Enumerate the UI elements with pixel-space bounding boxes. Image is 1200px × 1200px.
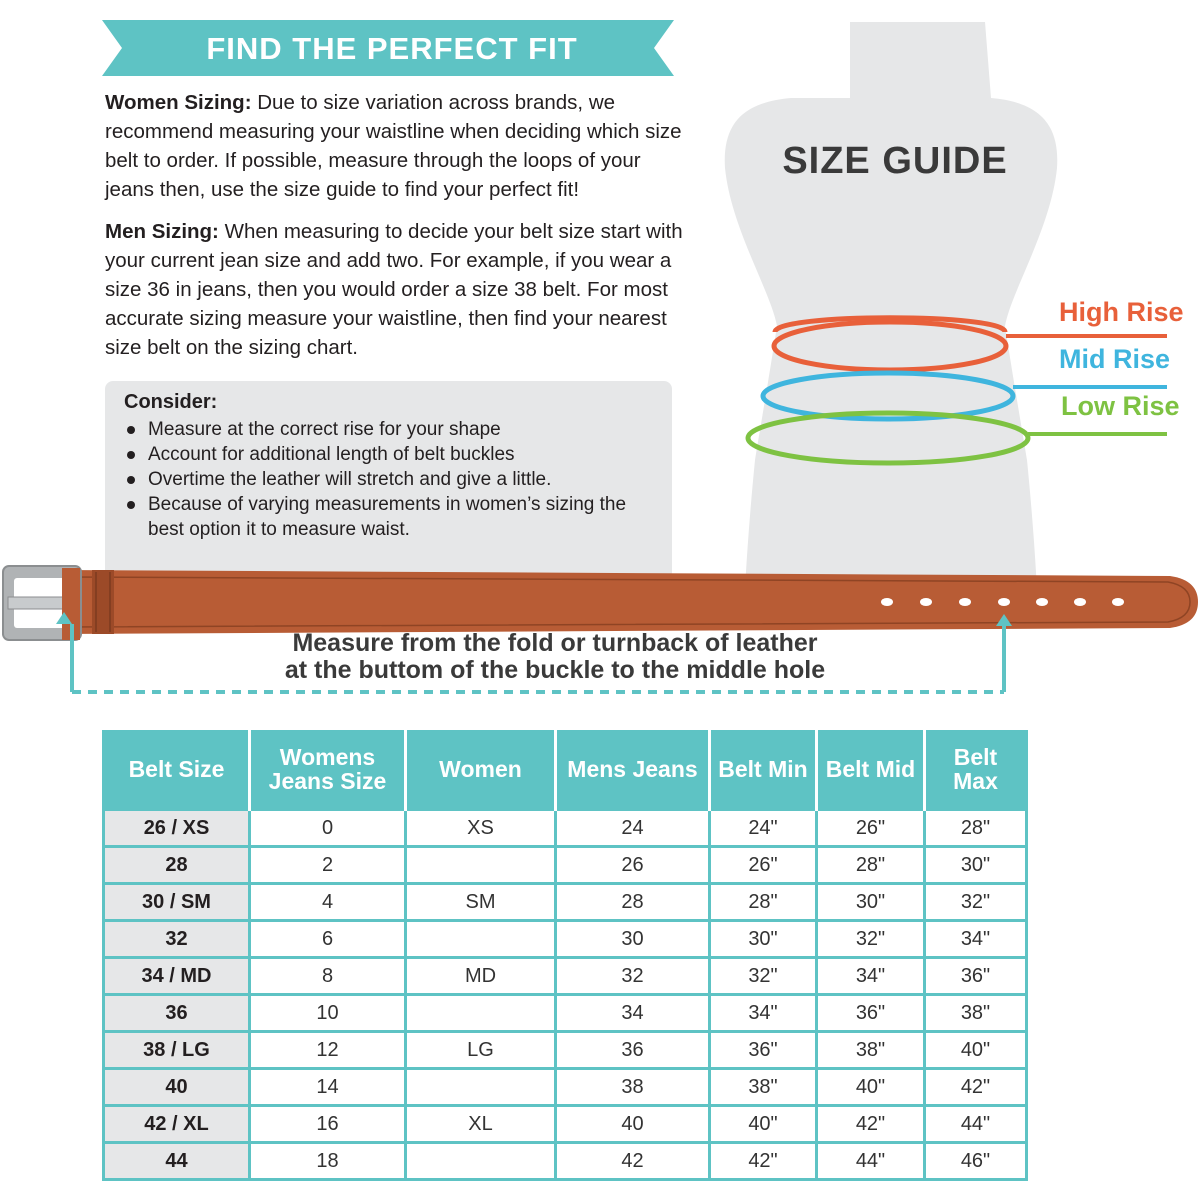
consider-item: Account for additional length of belt buckles bbox=[124, 442, 648, 467]
measure-instruction-line2: at the buttom of the buckle to the middle hole bbox=[284, 656, 826, 684]
cell-belt-max: 42" bbox=[925, 1069, 1027, 1106]
cell-womens-jeans: 8 bbox=[250, 958, 406, 995]
table-row bbox=[104, 1143, 1027, 1180]
consider-title: Consider: bbox=[124, 391, 218, 413]
cell-women: MD bbox=[406, 958, 556, 995]
cell-belt-max: 36" bbox=[925, 958, 1027, 995]
cell-belt-mid: 42" bbox=[817, 1106, 925, 1143]
header-belt-size: Belt Size bbox=[104, 730, 250, 810]
header-belt-mid: Belt Mid bbox=[817, 730, 925, 810]
banner-title: FIND THE PERFECT FIT bbox=[206, 31, 578, 66]
cell-belt-size: 38 / LG bbox=[104, 1032, 250, 1069]
cell-belt-mid: 34" bbox=[817, 958, 925, 995]
cell-womens-jeans: 18 bbox=[250, 1143, 406, 1180]
cell-belt-mid: 44" bbox=[817, 1143, 925, 1180]
table-row bbox=[104, 995, 1027, 1032]
cell-belt-min: 38" bbox=[710, 1069, 817, 1106]
header-belt-max: Belt Max bbox=[925, 730, 1027, 810]
cell-belt-max: 34" bbox=[925, 921, 1027, 958]
high-rise-label: High Rise bbox=[1059, 297, 1184, 327]
cell-belt-mid: 32" bbox=[817, 921, 925, 958]
cell-belt-min: 30" bbox=[710, 921, 817, 958]
cell-belt-max: 38" bbox=[925, 995, 1027, 1032]
cell-women bbox=[406, 1069, 556, 1106]
cell-womens-jeans: 16 bbox=[250, 1106, 406, 1143]
cell-belt-size: 32 bbox=[104, 921, 250, 958]
cell-women: SM bbox=[406, 884, 556, 921]
cell-mens-jeans: 26 bbox=[556, 847, 710, 884]
women-sizing-label: Women Sizing: bbox=[105, 91, 252, 114]
cell-belt-size: 28 bbox=[104, 847, 250, 884]
size-chart-table bbox=[102, 730, 1028, 1181]
men-sizing-label: Men Sizing: bbox=[105, 220, 219, 243]
table-row bbox=[104, 1032, 1027, 1069]
cell-belt-max: 28" bbox=[925, 810, 1027, 847]
table-row bbox=[104, 958, 1027, 995]
table-row bbox=[104, 1106, 1027, 1143]
cell-belt-max: 30" bbox=[925, 847, 1027, 884]
cell-mens-jeans: 36 bbox=[556, 1032, 710, 1069]
cell-belt-min: 40" bbox=[710, 1106, 817, 1143]
table-row bbox=[104, 1069, 1027, 1106]
cell-belt-max: 46" bbox=[925, 1143, 1027, 1180]
title-banner bbox=[102, 20, 672, 76]
measure-instruction-line1: Measure from the fold or turnback of leather bbox=[292, 629, 818, 657]
cell-belt-size: 34 / MD bbox=[104, 958, 250, 995]
mannequin-body bbox=[725, 22, 1058, 590]
cell-mens-jeans: 40 bbox=[556, 1106, 710, 1143]
consider-item: Overtime the leather will stretch and give a little. bbox=[124, 467, 648, 492]
cell-belt-max: 40" bbox=[925, 1032, 1027, 1069]
cell-belt-min: 34" bbox=[710, 995, 817, 1032]
consider-list bbox=[124, 417, 648, 542]
header-women: Women bbox=[406, 730, 556, 810]
cell-belt-mid: 36" bbox=[817, 995, 925, 1032]
women-sizing-paragraph bbox=[105, 88, 695, 204]
cell-women: LG bbox=[406, 1032, 556, 1069]
cell-women bbox=[406, 921, 556, 958]
table-row bbox=[104, 810, 1027, 847]
consider-box bbox=[105, 381, 672, 581]
table-row bbox=[104, 847, 1027, 884]
belt-buckle bbox=[3, 566, 81, 640]
cell-belt-min: 42" bbox=[710, 1143, 817, 1180]
cell-belt-size: 42 / XL bbox=[104, 1106, 250, 1143]
cell-mens-jeans: 24 bbox=[556, 810, 710, 847]
cell-mens-jeans: 42 bbox=[556, 1143, 710, 1180]
cell-women: XL bbox=[406, 1106, 556, 1143]
cell-belt-mid: 40" bbox=[817, 1069, 925, 1106]
cell-belt-max: 32" bbox=[925, 884, 1027, 921]
cell-womens-jeans: 10 bbox=[250, 995, 406, 1032]
low-rise-label: Low Rise bbox=[1061, 391, 1180, 421]
cell-womens-jeans: 12 bbox=[250, 1032, 406, 1069]
consider-item: Measure at the correct rise for your shape bbox=[124, 417, 648, 442]
cell-belt-size: 36 bbox=[104, 995, 250, 1032]
size-guide-title: SIZE GUIDE bbox=[782, 140, 1008, 182]
cell-belt-mid: 38" bbox=[817, 1032, 925, 1069]
header-mens-jeans: Mens Jeans bbox=[556, 730, 710, 810]
cell-belt-min: 28" bbox=[710, 884, 817, 921]
header-womens-jeans-size: Womens Jeans Size bbox=[250, 730, 406, 810]
cell-women bbox=[406, 1143, 556, 1180]
cell-belt-mid: 26" bbox=[817, 810, 925, 847]
women-sizing-text: Due to size variation across brands, we recommend measuring your waistline when deciding which size belt to order. If possible, measure through the loops of your jeans then, use the size guide to find your perfect fit! bbox=[105, 91, 682, 201]
cell-women bbox=[406, 995, 556, 1032]
cell-belt-min: 26" bbox=[710, 847, 817, 884]
men-sizing-paragraph bbox=[105, 217, 695, 362]
cell-womens-jeans: 14 bbox=[250, 1069, 406, 1106]
cell-belt-max: 44" bbox=[925, 1106, 1027, 1143]
table-header-row bbox=[104, 730, 1027, 810]
cell-belt-size: 30 / SM bbox=[104, 884, 250, 921]
cell-belt-size: 44 bbox=[104, 1143, 250, 1180]
cell-womens-jeans: 0 bbox=[250, 810, 406, 847]
cell-belt-mid: 30" bbox=[817, 884, 925, 921]
cell-belt-min: 36" bbox=[710, 1032, 817, 1069]
cell-mens-jeans: 30 bbox=[556, 921, 710, 958]
consider-item: Because of varying measurements in women’s sizing the best option it to measure waist. bbox=[124, 492, 648, 542]
table-row bbox=[104, 884, 1027, 921]
cell-belt-mid: 28" bbox=[817, 847, 925, 884]
cell-women bbox=[406, 847, 556, 884]
cell-belt-size: 26 / XS bbox=[104, 810, 250, 847]
cell-womens-jeans: 4 bbox=[250, 884, 406, 921]
cell-mens-jeans: 38 bbox=[556, 1069, 710, 1106]
cell-belt-min: 32" bbox=[710, 958, 817, 995]
table-row bbox=[104, 921, 1027, 958]
cell-mens-jeans: 28 bbox=[556, 884, 710, 921]
measure-instruction bbox=[250, 630, 860, 684]
mid-rise-label: Mid Rise bbox=[1059, 344, 1171, 374]
cell-mens-jeans: 34 bbox=[556, 995, 710, 1032]
cell-women: XS bbox=[406, 810, 556, 847]
cell-belt-size: 40 bbox=[104, 1069, 250, 1106]
men-sizing-text: When measuring to decide your belt size start with your current jean size and add two. For example, if you wear a size 36 in jeans, then you would order a size 38 belt. For most accurate sizing measure your waistline, then find your nearest size belt on the sizing chart. bbox=[105, 220, 683, 359]
cell-womens-jeans: 6 bbox=[250, 921, 406, 958]
cell-belt-min: 24" bbox=[710, 810, 817, 847]
header-belt-min: Belt Min bbox=[710, 730, 817, 810]
cell-mens-jeans: 32 bbox=[556, 958, 710, 995]
cell-womens-jeans: 2 bbox=[250, 847, 406, 884]
